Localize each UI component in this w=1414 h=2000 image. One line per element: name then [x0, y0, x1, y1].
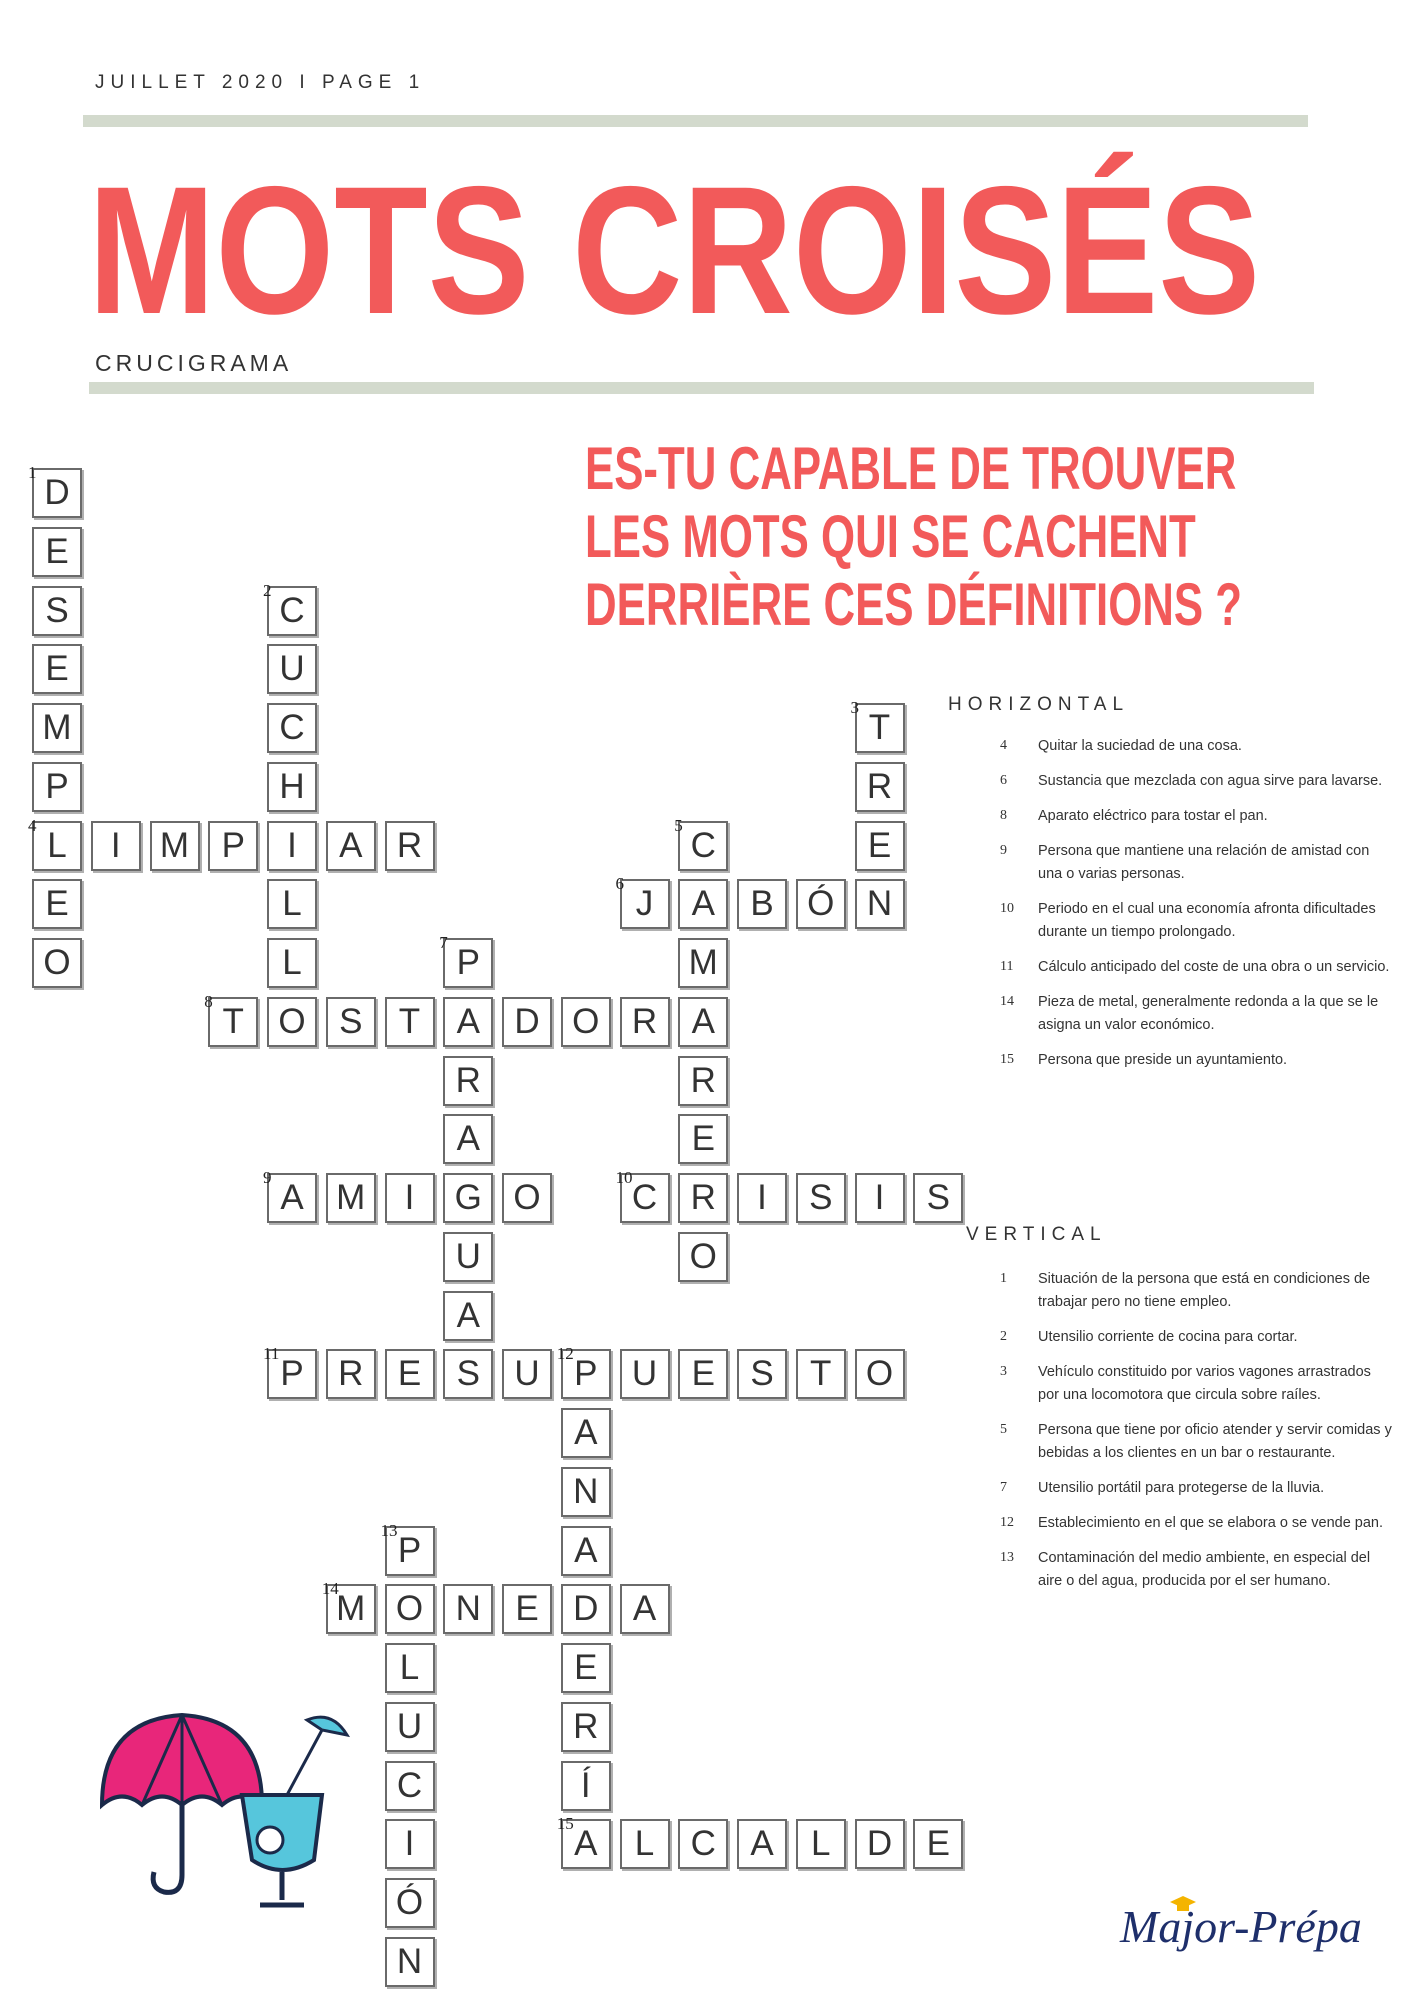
crossword-cell[interactable]: R — [678, 1056, 728, 1106]
crossword-cell[interactable]: M — [326, 1173, 376, 1223]
crossword-cell[interactable]: P — [267, 1349, 317, 1399]
clue-number-label: 1 — [28, 463, 37, 482]
crossword-cell[interactable]: L — [267, 879, 317, 929]
crossword-cell[interactable]: O — [678, 1232, 728, 1282]
crossword-cell[interactable]: O — [561, 997, 611, 1047]
clue-item — [1000, 1547, 1395, 1593]
clue-item — [1000, 735, 1395, 758]
crossword-cell[interactable]: U — [385, 1702, 435, 1752]
clue-text: Periodo en el cual una economía afronta dificultades durante un tiempo prolongado. — [1038, 901, 1376, 940]
crossword-cell[interactable]: I — [855, 1173, 905, 1223]
crossword-cell[interactable]: T — [796, 1349, 846, 1399]
crossword-cell[interactable]: U — [443, 1232, 493, 1282]
clue-item — [1000, 1326, 1395, 1349]
crossword-cell[interactable]: P — [385, 1526, 435, 1576]
brand-logo: Major-Prépa — [1120, 1901, 1362, 1952]
clue-item — [1000, 898, 1395, 944]
crossword-cell[interactable]: A — [443, 1291, 493, 1341]
clue-item — [1000, 1361, 1395, 1407]
clue-number-label: 9 — [263, 1168, 272, 1187]
crossword-cell[interactable]: H — [267, 762, 317, 812]
umbrella-icon — [102, 1715, 262, 1892]
crossword-cell[interactable]: E — [855, 821, 905, 871]
crossword-cell[interactable]: S — [326, 997, 376, 1047]
challenge-question: ES-TU CAPABLE DE TROUVER LES MOTS QUI SE CACHENT DERRIÈRE CES DÉFINITIONS ? — [585, 435, 1243, 638]
clue-text: Pieza de metal, generalmente redonda a la que se le asigna un valor económico. — [1038, 994, 1379, 1033]
header-kicker: JUILLET 2020 I PAGE 1 — [95, 72, 426, 93]
clue-number-label: 5 — [674, 815, 683, 835]
crossword-cell[interactable]: A — [678, 997, 728, 1047]
crossword-cell[interactable]: S — [443, 1349, 493, 1399]
crossword-cell[interactable]: R — [678, 1173, 728, 1223]
crossword-cell[interactable]: J — [620, 879, 670, 929]
crossword-cell[interactable]: O — [855, 1349, 905, 1399]
clue-item — [1000, 1477, 1395, 1500]
crossword-cell[interactable]: C — [267, 586, 317, 636]
crossword-cell[interactable]: U — [267, 644, 317, 694]
crossword-cell[interactable]: E — [678, 1349, 728, 1399]
clue-text: Situación de la persona que está en condiciones de trabajar pero no tiene empleo. — [1038, 1271, 1371, 1310]
clue-number: 2 — [1000, 1329, 1007, 1344]
crossword-cell[interactable]: T — [208, 997, 258, 1047]
crossword-cell[interactable]: S — [737, 1349, 787, 1399]
crossword-cell[interactable]: I — [385, 1173, 435, 1223]
clue-number-label: 13 — [380, 1520, 398, 1540]
crossword-cell[interactable]: A — [561, 1819, 611, 1869]
crossword-cell[interactable]: L — [267, 938, 317, 988]
clue-number: 7 — [1000, 1480, 1007, 1495]
crossword-cell[interactable]: S — [796, 1173, 846, 1223]
crossword-cell[interactable]: L — [385, 1643, 435, 1693]
crossword-cell[interactable]: P — [561, 1349, 611, 1399]
crossword-cell[interactable]: E — [32, 527, 82, 577]
crossword-cell[interactable]: U — [502, 1349, 552, 1399]
clue-text: Utensilio corriente de cocina para cortar. — [1038, 1329, 1298, 1345]
clue-number: 3 — [1000, 1364, 1007, 1379]
crossword-cell[interactable]: D — [502, 997, 552, 1047]
crossword-cell[interactable]: A — [620, 1584, 670, 1634]
clue-text: Sustancia que mezclada con agua sirve para lavarse. — [1038, 773, 1383, 789]
clue-item — [1000, 1419, 1395, 1465]
crossword-cell[interactable]: A — [737, 1819, 787, 1869]
clue-item — [1000, 805, 1395, 828]
crossword-cell[interactable]: E — [678, 1114, 728, 1164]
crossword-cell[interactable]: L — [796, 1819, 846, 1869]
clue-item — [1000, 1049, 1395, 1072]
crossword-cell[interactable]: E — [32, 879, 82, 929]
crossword-cell[interactable]: G — [443, 1173, 493, 1223]
crossword-cell[interactable]: M — [678, 938, 728, 988]
crossword-cell[interactable]: T — [855, 703, 905, 753]
clue-number: 15 — [1000, 1052, 1014, 1067]
crossword-cell[interactable]: A — [326, 821, 376, 871]
crossword-cell[interactable]: I — [385, 1819, 435, 1869]
clue-number: 10 — [1000, 901, 1014, 916]
clue-text: Persona que preside un ayuntamiento. — [1038, 1052, 1288, 1068]
crossword-cell[interactable]: P — [32, 762, 82, 812]
crossword-cell[interactable]: T — [385, 997, 435, 1047]
vertical-heading: VERTICAL — [966, 1224, 1107, 1245]
crossword-cell[interactable]: R — [385, 821, 435, 871]
clue-number: 6 — [1000, 773, 1007, 788]
clue-number: 4 — [1000, 738, 1007, 753]
crossword-cell[interactable]: A — [443, 1114, 493, 1164]
umbrella-cocktail-illustration — [92, 1700, 352, 1920]
clue-number: 13 — [1000, 1550, 1014, 1565]
crossword-cell[interactable]: R — [855, 762, 905, 812]
crossword-cell[interactable]: A — [267, 1173, 317, 1223]
crossword-cell[interactable]: N — [385, 1937, 435, 1987]
crossword-cell[interactable]: A — [678, 879, 728, 929]
clue-item — [1000, 956, 1395, 979]
crossword-cell[interactable]: D — [32, 468, 82, 518]
crossword-cell[interactable]: L — [620, 1819, 670, 1869]
horizontal-heading: HORIZONTAL — [948, 694, 1130, 715]
clue-item — [1000, 1268, 1395, 1314]
crossword-cell[interactable]: C — [267, 703, 317, 753]
clue-number-label: 10 — [615, 1168, 633, 1187]
crossword-cell[interactable]: U — [620, 1349, 670, 1399]
clue-item — [1000, 1512, 1395, 1535]
clue-text: Aparato eléctrico para tostar el pan. — [1038, 808, 1268, 824]
clue-number-label: 14 — [321, 1579, 339, 1599]
cocktail-icon — [242, 1717, 347, 1905]
clue-number-label: 12 — [556, 1344, 574, 1364]
crossword-cell[interactable]: E — [502, 1584, 552, 1634]
vertical-clue-list — [1000, 1268, 1395, 1605]
clue-text: Persona que tiene por oficio atender y servir comidas y bebidas a los clientes en un bar o restaurante. — [1038, 1422, 1392, 1461]
clue-text: Contaminación del medio ambiente, en especial del aire o del agua, producida por el ser humano. — [1038, 1550, 1371, 1589]
crossword-cell[interactable]: M — [326, 1584, 376, 1634]
crossword-cell[interactable]: E — [561, 1643, 611, 1693]
crossword-cell[interactable]: R — [443, 1056, 493, 1106]
clue-number: 12 — [1000, 1515, 1014, 1530]
clue-number: 9 — [1000, 843, 1007, 858]
page-title: MOTS CROISÉS — [88, 148, 1261, 352]
crossword-cell[interactable]: A — [443, 997, 493, 1047]
crossword-cell[interactable]: E — [913, 1819, 963, 1869]
clue-number: 11 — [1000, 959, 1014, 974]
crossword-cell[interactable]: D — [561, 1584, 611, 1634]
crossword-cell[interactable]: C — [678, 821, 728, 871]
crossword-cell[interactable]: O — [502, 1173, 552, 1223]
clue-number: 14 — [1000, 994, 1014, 1009]
crossword-cell[interactable]: B — [737, 879, 787, 929]
crossword-cell[interactable]: E — [32, 644, 82, 694]
crossword-cell[interactable]: N — [855, 879, 905, 929]
crossword-cell[interactable]: E — [385, 1349, 435, 1399]
clue-text: Utensilio portátil para protegerse de la lluvia. — [1038, 1480, 1325, 1496]
clue-number-label: 7 — [439, 933, 448, 952]
crossword-cell[interactable]: P — [208, 821, 258, 871]
clue-text: Quitar la suciedad de una cosa. — [1038, 738, 1242, 754]
crossword-cell[interactable]: L — [32, 821, 82, 871]
crossword-cell[interactable]: R — [326, 1349, 376, 1399]
clue-number: 8 — [1000, 808, 1007, 823]
clue-item — [1000, 991, 1395, 1037]
clue-number: 5 — [1000, 1422, 1007, 1437]
crossword-cell[interactable]: C — [620, 1173, 670, 1223]
crossword-cell[interactable]: P — [443, 938, 493, 988]
crossword-cell[interactable]: I — [91, 821, 141, 871]
crossword-cell[interactable]: R — [620, 997, 670, 1047]
crossword-cell[interactable]: Í — [561, 1761, 611, 1811]
horizontal-clue-list — [1000, 735, 1395, 1084]
page-subtitle: CRUCIGRAMA — [95, 350, 293, 376]
crossword-cell[interactable]: O — [385, 1584, 435, 1634]
crossword-cell[interactable]: Ó — [385, 1878, 435, 1928]
crossword-cell[interactable]: C — [678, 1819, 728, 1869]
crossword-cell[interactable]: M — [32, 703, 82, 753]
clue-text: Vehículo constituido por varios vagones arrastrados por una locomotora que circula sobre raíles. — [1038, 1364, 1371, 1403]
clue-item — [1000, 840, 1395, 886]
clue-text: Persona que mantiene una relación de amistad con una o varias personas. — [1038, 843, 1370, 882]
crossword-cell[interactable]: S — [32, 586, 82, 636]
crossword-cell[interactable]: Ó — [796, 879, 846, 929]
clue-number-label: 15 — [556, 1814, 574, 1834]
clue-number-label: 11 — [263, 1344, 280, 1364]
crossword-cell[interactable]: O — [32, 938, 82, 988]
clue-number-label: 3 — [850, 698, 859, 717]
clue-number-label: 4 — [28, 815, 37, 835]
clue-number: 1 — [1000, 1271, 1007, 1286]
clue-text: Cálculo anticipado del coste de una obra o un servicio. — [1038, 959, 1390, 975]
clue-number-label: 2 — [263, 580, 272, 600]
crossword-cell[interactable]: N — [443, 1584, 493, 1634]
crossword-cell[interactable]: N — [561, 1467, 611, 1517]
crossword-cell[interactable]: A — [561, 1408, 611, 1458]
crossword-cell[interactable]: I — [737, 1173, 787, 1223]
clue-number-label: 6 — [615, 874, 624, 894]
clue-number-label: 8 — [204, 991, 213, 1011]
crossword-cell[interactable]: I — [267, 821, 317, 871]
crossword-cell[interactable]: R — [561, 1702, 611, 1752]
crossword-cell[interactable]: M — [150, 821, 200, 871]
clue-text: Establecimiento en el que se elabora o se vende pan. — [1038, 1515, 1384, 1531]
crossword-cell[interactable]: D — [855, 1819, 905, 1869]
clue-item — [1000, 770, 1395, 793]
crossword-cell[interactable]: S — [913, 1173, 963, 1223]
crossword-cell[interactable]: O — [267, 997, 317, 1047]
crossword-cell[interactable]: A — [561, 1526, 611, 1576]
crossword-cell[interactable]: C — [385, 1761, 435, 1811]
